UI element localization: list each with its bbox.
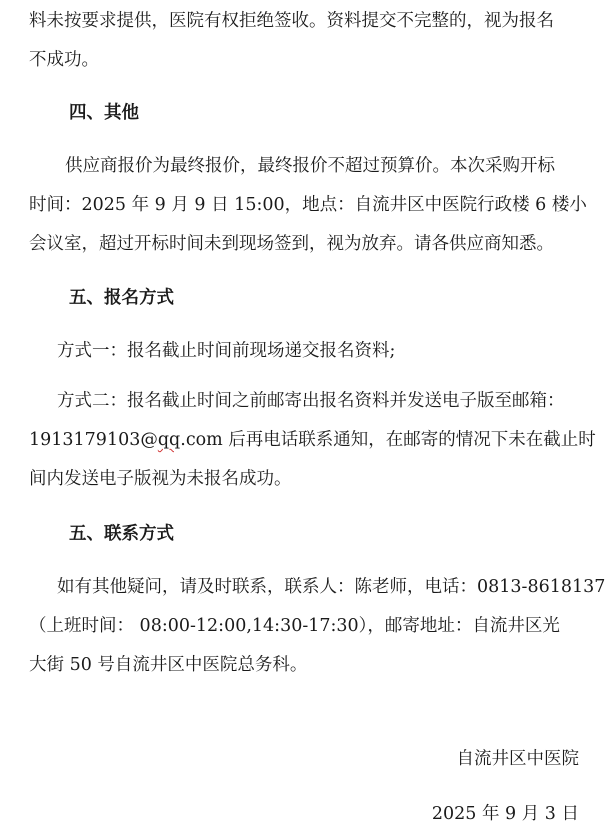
section-heading-other: 四、其他 bbox=[69, 103, 139, 123]
signup-method-2-line-2 bbox=[29, 428, 596, 452]
signature-org: 自流井区中医院 bbox=[456, 749, 579, 769]
email-suffix: .com 后再电话联系通知，在邮寄的情况下未在截止时 bbox=[180, 430, 596, 450]
section-heading-signup: 五、报名方式 bbox=[69, 288, 174, 308]
section-heading-contact: 五、联系方式 bbox=[69, 524, 174, 544]
intro-line-2: 不成功。 bbox=[29, 50, 99, 70]
other-line-1: 供应商报价为最终报价，最终报价不超过预算价。本次采购开标 bbox=[65, 156, 555, 176]
contact-line-3: 大街 50 号自流井区中医院总务科。 bbox=[29, 655, 308, 675]
signature-date: 2025 年 9 月 3 日 bbox=[431, 804, 579, 824]
other-line-2: 时间：2025 年 9 月 9 日 15:00，地点：自流井区中医院行政楼 6 楼小 bbox=[29, 195, 587, 215]
other-line-3: 会议室，超过开标时间未到现场签到，视为放弃。请各供应商知悉。 bbox=[29, 234, 554, 254]
signup-method-2-line-3: 间内发送电子版视为未报名成功。 bbox=[29, 469, 292, 489]
email-prefix: 1913179103@ bbox=[29, 430, 158, 450]
contact-line-2: （上班时间： 08:00-12:00,14:30-17:30），邮寄地址：自流井区光 bbox=[29, 616, 560, 636]
signup-method-2-line-1: 方式二：报名截止时间之前邮寄出报名资料并发送电子版至邮箱： bbox=[57, 391, 565, 411]
intro-line-1: 料未按要求提供，医院有权拒绝签收。资料提交不完整的，视为报名 bbox=[29, 11, 554, 31]
email-domain-spellcheck: qq bbox=[157, 430, 181, 450]
contact-line-1: 如有其他疑问，请及时联系，联系人：陈老师，电话：0813-8618137 bbox=[57, 577, 605, 597]
signup-method-1: 方式一：报名截止时间前现场递交报名资料; bbox=[57, 341, 396, 361]
